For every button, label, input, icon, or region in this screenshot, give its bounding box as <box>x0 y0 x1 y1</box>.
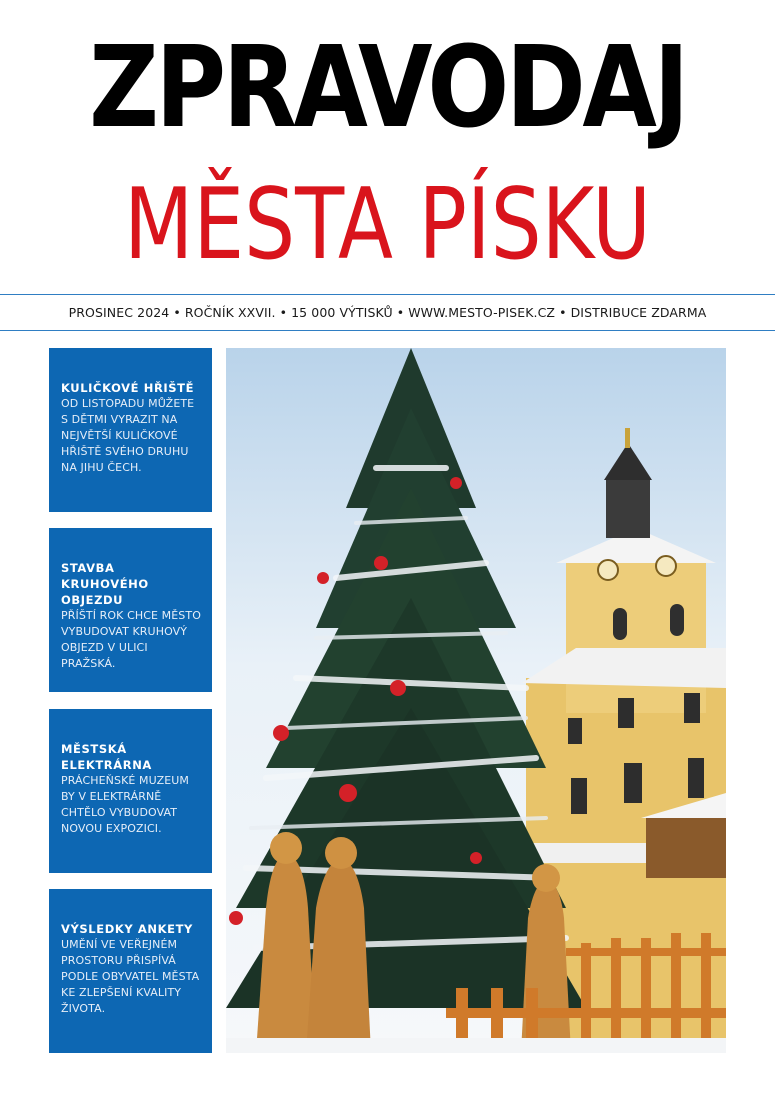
issue-info-line <box>0 300 775 326</box>
bottom-divider <box>0 330 775 331</box>
teaser-box-roundabout[interactable] <box>49 528 212 692</box>
teaser-text: PŘÍŠTÍ ROK CHCE MĚSTO VYBUDOVAT KRUHOVÝ OBJEZD V ULICI PRAŽSKÁ. <box>61 609 201 670</box>
teaser-title: VÝSLEDKY ANKETY <box>61 922 193 936</box>
teaser-title: MĚSTSKÁ ELEKTRÁRNA <box>61 742 152 772</box>
teaser-title: KULIČKOVÉ HŘIŠTĚ <box>61 381 195 395</box>
separator: • <box>559 305 567 320</box>
separator: • <box>279 305 288 320</box>
print-run: 15 000 VÝTISKŮ <box>291 305 393 320</box>
separator: • <box>173 305 181 320</box>
separator: • <box>396 305 405 320</box>
christmas-tree-town-hall-image <box>226 348 726 1053</box>
teaser-box-power-station[interactable] <box>49 709 212 873</box>
volume-number: ROČNÍK XXVII. <box>184 305 276 320</box>
cover-photo <box>226 348 726 1053</box>
teaser-text: UMĚNÍ VE VEŘEJNÉM PROSTORU PŘISPÍVÁ PODLE OBYVATEL MĚSTA KE ZLEPŠENÍ KVALITY ŽIVOTA. <box>61 938 200 1015</box>
teaser-text: PRÁCHEŇSKÉ MUZEUM BY V ELEKTRÁRNĚ CHTĚLO VYBUDOVAT NOVOU EXPOZICI. <box>61 774 190 835</box>
distribution-note: DISTRIBUCE ZDARMA <box>570 305 707 320</box>
website-link[interactable]: WWW.MESTO-PISEK.CZ <box>408 305 556 320</box>
top-divider <box>0 294 775 295</box>
snow-ground <box>226 1038 726 1053</box>
teaser-title: STAVBA KRUHOVÉHO OBJEZDU <box>61 561 149 607</box>
teaser-box-survey[interactable] <box>49 889 212 1053</box>
teaser-box-playground[interactable] <box>49 348 212 512</box>
masthead-subtitle: MĚSTA PÍSKU <box>123 168 652 282</box>
teaser-text: OD LISTOPADU MŮŽETE S DĚTMI VYRAZIT NA NEJVĚTŠÍ KULIČKOVÉ HŘIŠTĚ SVÉHO DRUHU NA JIHU ČECH. <box>61 397 195 474</box>
issue-date: PROSINEC 2024 <box>68 305 170 320</box>
masthead-title: ZPRAVODAJ <box>89 23 686 153</box>
